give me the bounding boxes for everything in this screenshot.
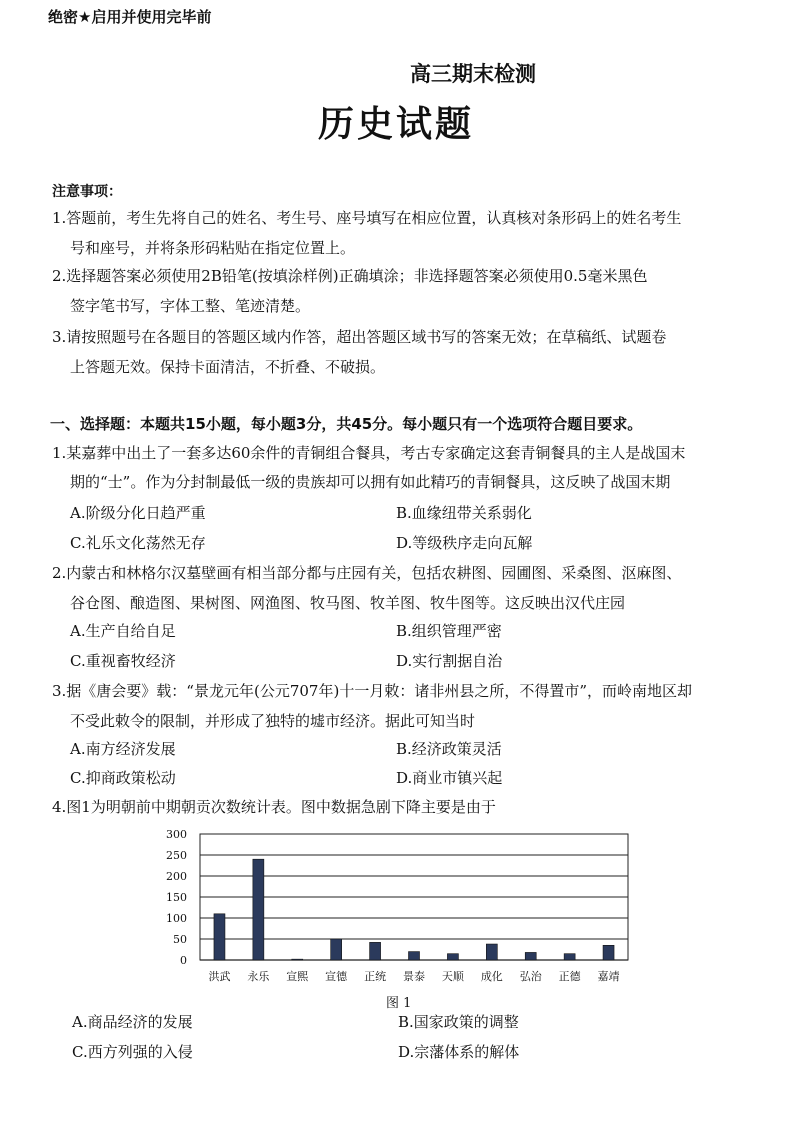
bar: [253, 859, 264, 960]
x-tick-label: 正统: [364, 970, 387, 983]
bar: [331, 939, 342, 960]
y-tick-label: 300: [166, 828, 187, 841]
y-tick-label: 200: [166, 870, 187, 883]
section-title: 一、选择题：本题共15小题，每小题3分，共45分。每小题只有一个选项符合题目要求。: [50, 415, 643, 433]
question-stem: 3.据《唐会要》载：“景龙元年(公元707年)十一月敕：诸非州县之所，不得置市”，而岭南地区却: [52, 682, 692, 700]
x-tick-label: 弘治: [519, 970, 542, 983]
bar: [486, 944, 497, 960]
notice-line: 2.选择题答案必须使用2B铅笔(按填涂样例)正确填涂；非选择题答案必须使用0.5毫米黑色: [52, 267, 648, 285]
x-tick-label: 宣德: [325, 970, 348, 983]
bar: [603, 945, 614, 960]
figure-caption: 图 1: [386, 996, 412, 1011]
x-tick-label: 正德: [558, 970, 581, 983]
notice-title: 注意事项：: [52, 184, 122, 200]
tribute-bar-chart: [160, 826, 640, 991]
option-d: D.实行割据自治: [396, 652, 503, 670]
page-title: 历史试题: [318, 104, 475, 145]
question-stem: 2.内蒙古和林格尔汉墓壁画有相当部分都与庄园有关，包括农耕图、园圃图、采桑图、沤麻图、: [52, 564, 682, 582]
option-a: A.阶级分化日趋严重: [70, 504, 206, 522]
notice-line: 3.请按照题号在各题目的答题区域内作答，超出答题区域书写的答案无效；在草稿纸、试题卷: [52, 328, 667, 346]
question-stem: 1.某嘉葬中出土了一套多达60余件的青铜组合餐具，考古专家确定这套青铜餐具的主人是战国末: [52, 444, 686, 462]
x-tick-label: 天顺: [441, 970, 464, 983]
option-a: A.生产自给自足: [70, 622, 176, 640]
notice-line: 签字笔书写，字体工整、笔迹清楚。: [70, 297, 311, 315]
option-d: D.等级秩序走向瓦解: [396, 534, 533, 552]
notice-line: 1.答题前，考生先将自己的姓名、考生号、座号填写在相应位置，认真核对条形码上的姓名考生: [52, 209, 682, 227]
confidential-label: 绝密★启用并使用完毕前: [48, 8, 212, 26]
bar: [292, 959, 303, 960]
bar: [409, 952, 420, 960]
option-c: C.西方列强的入侵: [72, 1043, 193, 1061]
y-tick-label: 100: [166, 912, 187, 925]
bar: [525, 952, 536, 960]
bar: [564, 954, 575, 960]
option-d: D.宗藩体系的解体: [398, 1043, 520, 1061]
y-tick-label: 50: [173, 933, 187, 946]
option-a: A.商品经济的发展: [72, 1013, 193, 1031]
x-tick-label: 洪武: [208, 970, 231, 983]
bar: [370, 942, 381, 960]
option-b: B.国家政策的调整: [398, 1013, 519, 1031]
notice-line: 上答题无效。保持卡面清洁，不折叠、不破损。: [70, 358, 386, 376]
x-tick-label: 景泰: [403, 970, 425, 983]
option-d: D.商业市镇兴起: [396, 769, 503, 787]
option-c: C.重视畜牧经济: [70, 652, 176, 670]
option-b: B.血缘纽带关系弱化: [396, 504, 532, 522]
option-b: B.组织管理严密: [396, 622, 502, 640]
option-c: C.抑商政策松动: [70, 769, 176, 787]
option-b: B.经济政策灵活: [396, 740, 502, 758]
question-stem: 4.图1为明朝前中期朝贡次数统计表。图中数据急剧下降主要是由于: [52, 798, 496, 816]
exam-name: 高三期末检测: [410, 62, 536, 86]
x-tick-label: 宣熙: [286, 970, 309, 983]
notice-line: 号和座号，并将条形码粘贴在指定位置上。: [70, 239, 356, 257]
question-stem: 期的“士”。作为分封制最低一级的贵族却可以拥有如此精巧的青铜餐具，这反映了战国末期: [70, 473, 671, 491]
y-tick-label: 150: [166, 891, 187, 904]
question-stem: 不受此敕令的限制，并形成了独特的墟市经济。据此可知当时: [70, 712, 476, 730]
x-tick-label: 永乐: [247, 970, 270, 983]
x-tick-label: 嘉靖: [597, 970, 620, 983]
question-stem: 谷仓图、酿造图、果树图、网渔图、牧马图、牧羊图、牧牛图等。这反映出汉代庄园: [70, 594, 626, 612]
y-tick-label: 0: [180, 954, 187, 967]
x-tick-label: 成化: [480, 970, 503, 983]
bar: [214, 914, 225, 960]
bar: [447, 954, 458, 960]
y-tick-label: 250: [166, 849, 187, 862]
option-c: C.礼乐文化荡然无存: [70, 534, 206, 552]
option-a: A.南方经济发展: [70, 740, 176, 758]
